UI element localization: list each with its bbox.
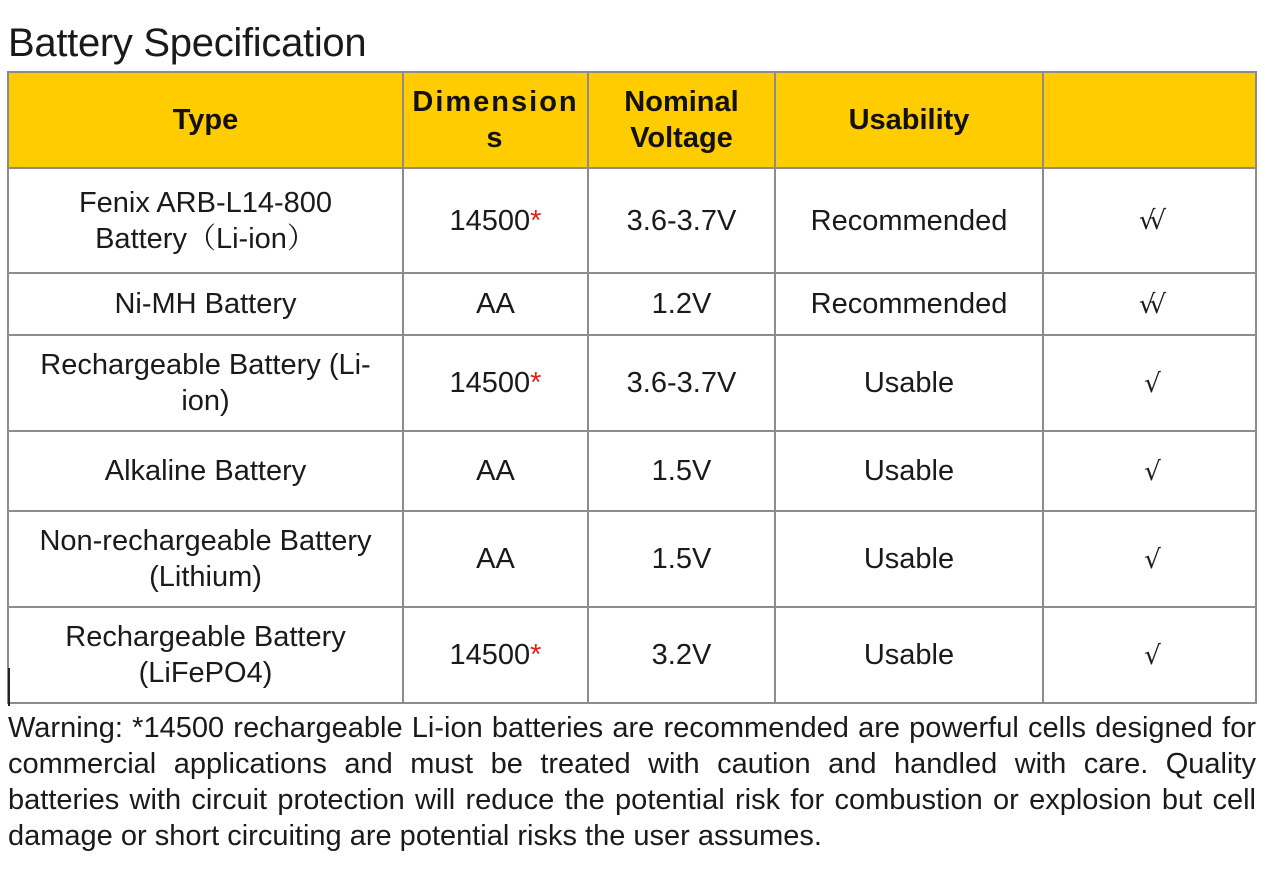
cell-type-line: Battery（Li-ion） — [95, 222, 316, 255]
cell-type-line: (Lithium) — [149, 561, 262, 593]
check-mark-icon: √ — [1144, 456, 1155, 487]
cell-type — [8, 168, 403, 273]
cell-type — [8, 335, 403, 431]
table-row — [8, 273, 1256, 335]
cell-usability: Usable — [775, 431, 1043, 511]
column-header-type: Type — [8, 72, 403, 168]
page-title: Battery Specification — [8, 21, 367, 65]
cell-type-line: Non-rechargeable Battery — [39, 525, 372, 557]
cell-usability: Recommended — [775, 168, 1043, 273]
cell-type-line: Fenix ARB-L14-800 — [78, 186, 333, 219]
cell-dimensions — [403, 607, 588, 703]
cell-rating — [1043, 335, 1256, 431]
cell-nominal-voltage: 1.5V — [588, 431, 775, 511]
cell-type — [8, 511, 403, 607]
table-row — [8, 335, 1256, 431]
dimension-value: AA — [476, 455, 515, 487]
table-row — [8, 431, 1256, 511]
cell-rating — [1043, 273, 1256, 335]
cell-dimensions — [403, 431, 588, 511]
cell-usability: Recommended — [775, 273, 1043, 335]
text-cursor — [8, 668, 10, 706]
dimension-value: 14500 — [449, 204, 531, 237]
cell-type-line: Ni-MH Battery — [114, 288, 297, 320]
cell-usability: Usable — [775, 607, 1043, 703]
dimension-value: 14500 — [449, 639, 531, 671]
column-header-usability: Usability — [775, 72, 1043, 168]
check-mark-icon: √√ — [1138, 206, 1161, 236]
table-body — [8, 168, 1256, 703]
dimension-value: 14500 — [449, 367, 531, 399]
cell-type-line: Rechargeable Battery — [65, 621, 346, 653]
table-row — [8, 168, 1256, 273]
cell-usability: Usable — [775, 335, 1043, 431]
cell-usability: Usable — [775, 511, 1043, 607]
check-mark-icon: √ — [1144, 640, 1155, 671]
cell-rating — [1043, 431, 1256, 511]
cell-type-line: (LiFePO4) — [138, 657, 273, 689]
check-mark-icon: √√ — [1138, 289, 1161, 320]
asterisk-marker: * — [530, 367, 542, 399]
check-mark-icon: √ — [1144, 544, 1155, 575]
dimension-value: AA — [476, 543, 515, 575]
cell-nominal-voltage: 3.6-3.7V — [588, 168, 775, 273]
cell-type — [8, 607, 403, 703]
cell-dimensions — [403, 511, 588, 607]
check-mark-icon: √ — [1144, 368, 1155, 399]
cell-nominal-voltage: 3.6-3.7V — [588, 335, 775, 431]
cell-dimensions — [403, 335, 588, 431]
asterisk-marker: * — [530, 639, 542, 671]
cell-rating — [1043, 511, 1256, 607]
cell-type-line: Rechargeable Battery (Li- — [40, 349, 371, 381]
battery-spec-table — [7, 71, 1257, 704]
cell-dimensions — [403, 273, 588, 335]
column-header-nominal-voltage: Nominal Voltage — [588, 72, 775, 168]
column-header-dimensions: Dimensions — [403, 72, 588, 168]
warning-note: Warning: *14500 rechargeable Li-ion batteries are recommended are powerful cells designed for commercial applications and must be treated with caution and handled with care. Quality batteries with circuit protection will reduce the potential risk for combustion or explosion but cell damage or short circuiting are potential risks the user assumes. — [8, 712, 1256, 852]
cell-dimensions — [403, 168, 588, 273]
cell-type — [8, 431, 403, 511]
cell-nominal-voltage: 1.5V — [588, 511, 775, 607]
table-row — [8, 607, 1256, 703]
dimension-value: AA — [476, 288, 515, 320]
column-header-rating — [1043, 72, 1256, 168]
asterisk-marker: * — [530, 204, 542, 237]
table-row — [8, 511, 1256, 607]
cell-rating — [1043, 607, 1256, 703]
cell-type-line: ion) — [181, 385, 230, 417]
table-header-row — [8, 72, 1256, 168]
cell-nominal-voltage: 1.2V — [588, 273, 775, 335]
cell-type — [8, 273, 403, 335]
cell-rating — [1043, 168, 1256, 273]
cell-type-line: Alkaline Battery — [104, 455, 307, 487]
cell-nominal-voltage: 3.2V — [588, 607, 775, 703]
